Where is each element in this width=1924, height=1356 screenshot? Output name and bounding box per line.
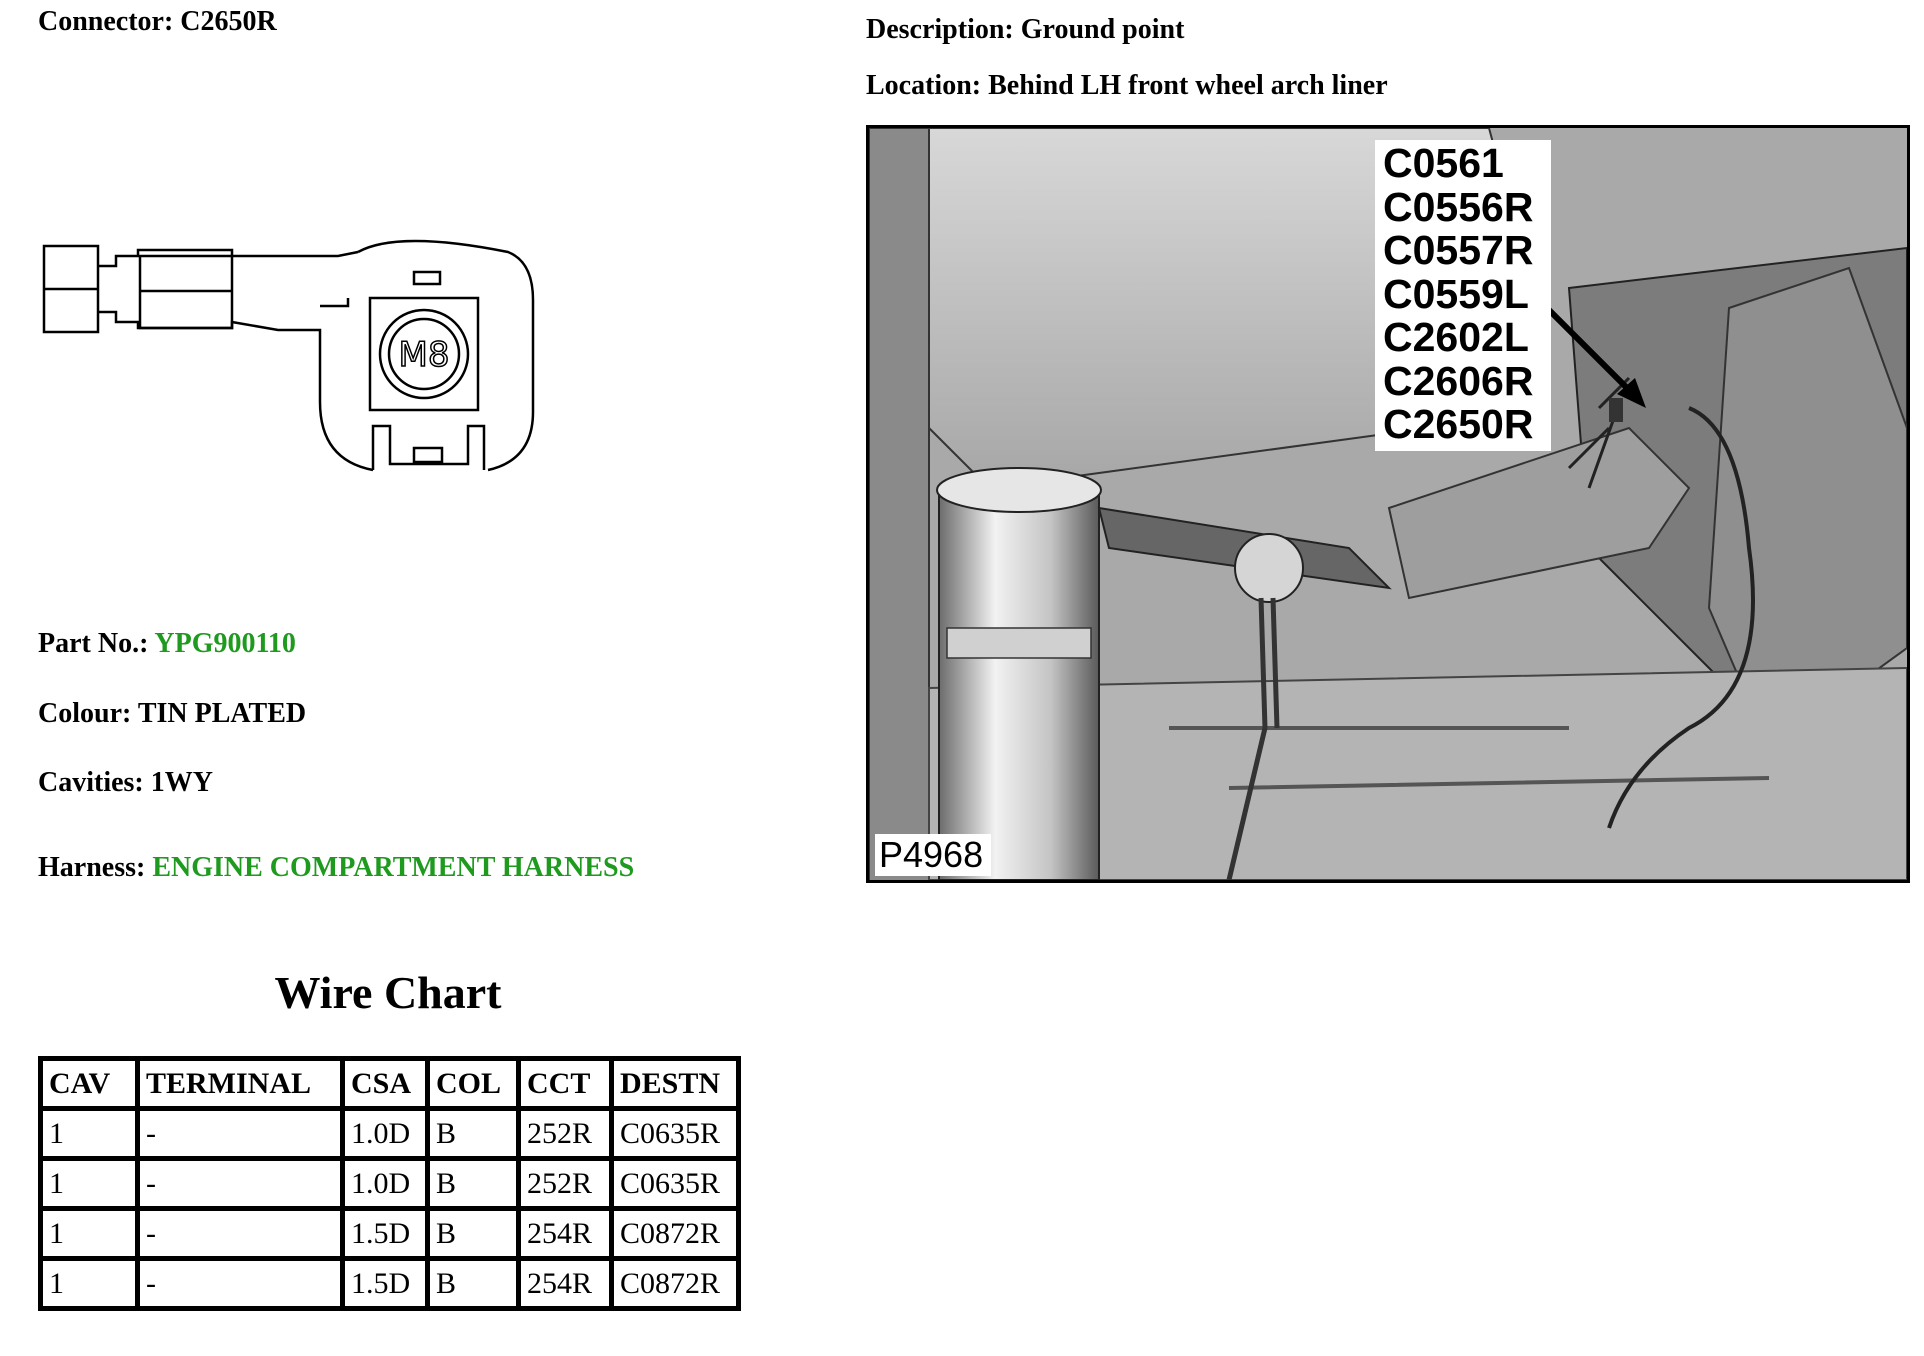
table-cell: B bbox=[428, 1159, 519, 1209]
callout-label: C2650R bbox=[1383, 401, 1534, 447]
table-row bbox=[41, 1209, 739, 1259]
callout-label: C0556R bbox=[1383, 183, 1534, 230]
colour-value: TIN PLATED bbox=[137, 698, 307, 729]
part-number-label: Part No.: bbox=[38, 628, 149, 659]
table-cell: 1 bbox=[41, 1109, 138, 1159]
description-field bbox=[866, 14, 1184, 46]
table-cell: B bbox=[428, 1209, 519, 1259]
cavities-field bbox=[38, 767, 213, 799]
table-row bbox=[41, 1259, 739, 1309]
table-cell: 1 bbox=[41, 1159, 138, 1209]
table-cell: C0635R bbox=[612, 1109, 739, 1159]
table-row bbox=[41, 1159, 739, 1209]
table-cell: B bbox=[428, 1109, 519, 1159]
callout-label: C0559L bbox=[1383, 270, 1529, 317]
location-label: Location: bbox=[866, 70, 982, 101]
table-cell: C0635R bbox=[612, 1159, 739, 1209]
harness-field bbox=[38, 852, 634, 884]
table-cell: 252R bbox=[519, 1159, 612, 1209]
cavities-value: 1WY bbox=[150, 767, 213, 798]
table-cell: - bbox=[138, 1159, 343, 1209]
table-cell: 254R bbox=[519, 1209, 612, 1259]
connector-value: C2650R bbox=[180, 6, 277, 37]
part-number-value: YPG900110 bbox=[154, 628, 296, 659]
colour-label: Colour: bbox=[38, 698, 132, 729]
table-cell: B bbox=[428, 1259, 519, 1309]
table-cell: 254R bbox=[519, 1259, 612, 1309]
table-header-row bbox=[41, 1059, 739, 1109]
callout-label: C2602L bbox=[1383, 314, 1529, 360]
table-cell: C0872R bbox=[612, 1209, 739, 1259]
harness-label: Harness: bbox=[38, 852, 146, 883]
connector-callout-list bbox=[1375, 140, 1551, 451]
wire-chart-table bbox=[38, 1056, 741, 1311]
part-number-field bbox=[38, 628, 296, 660]
table-cell: 1.5D bbox=[343, 1209, 428, 1259]
colour-field bbox=[38, 698, 306, 730]
figure-id: P4968 bbox=[875, 834, 991, 876]
location-field bbox=[866, 70, 1388, 102]
ring-terminal-drawing bbox=[38, 230, 548, 480]
wire-chart-title: Wire Chart bbox=[274, 967, 502, 1018]
table-row bbox=[41, 1109, 739, 1159]
connector-field bbox=[38, 6, 277, 38]
table-cell: 252R bbox=[519, 1109, 612, 1159]
table-cell: - bbox=[138, 1209, 343, 1259]
callout-label: C0557R bbox=[1383, 227, 1534, 273]
description-label: Description: bbox=[866, 14, 1014, 45]
callout-label: C2606R bbox=[1383, 357, 1534, 404]
callout-label: C0561 bbox=[1383, 140, 1504, 186]
table-cell: 1.0D bbox=[343, 1109, 428, 1159]
column-header: CAV bbox=[41, 1059, 138, 1109]
location-value: Behind LH front wheel arch liner bbox=[988, 70, 1388, 101]
column-header: CSA bbox=[343, 1059, 428, 1109]
column-header: COL bbox=[428, 1059, 519, 1109]
description-value: Ground point bbox=[1020, 14, 1185, 45]
connector-label: Connector: bbox=[38, 6, 174, 37]
table-cell: C0872R bbox=[612, 1259, 739, 1309]
harness-value: ENGINE COMPARTMENT HARNESS bbox=[152, 852, 635, 883]
table-cell: 1 bbox=[41, 1209, 138, 1259]
location-photo bbox=[866, 125, 1910, 883]
table-cell: - bbox=[138, 1109, 343, 1159]
table-cell: 1 bbox=[41, 1259, 138, 1309]
column-header: TERMINAL bbox=[138, 1059, 343, 1109]
column-header: CCT bbox=[519, 1059, 612, 1109]
column-header: DESTN bbox=[612, 1059, 739, 1109]
cavities-label: Cavities: bbox=[38, 767, 144, 798]
table-cell: 1.0D bbox=[343, 1159, 428, 1209]
table-cell: - bbox=[138, 1259, 343, 1309]
table-cell: 1.5D bbox=[343, 1259, 428, 1309]
stud-size-label: M8 bbox=[398, 335, 450, 375]
